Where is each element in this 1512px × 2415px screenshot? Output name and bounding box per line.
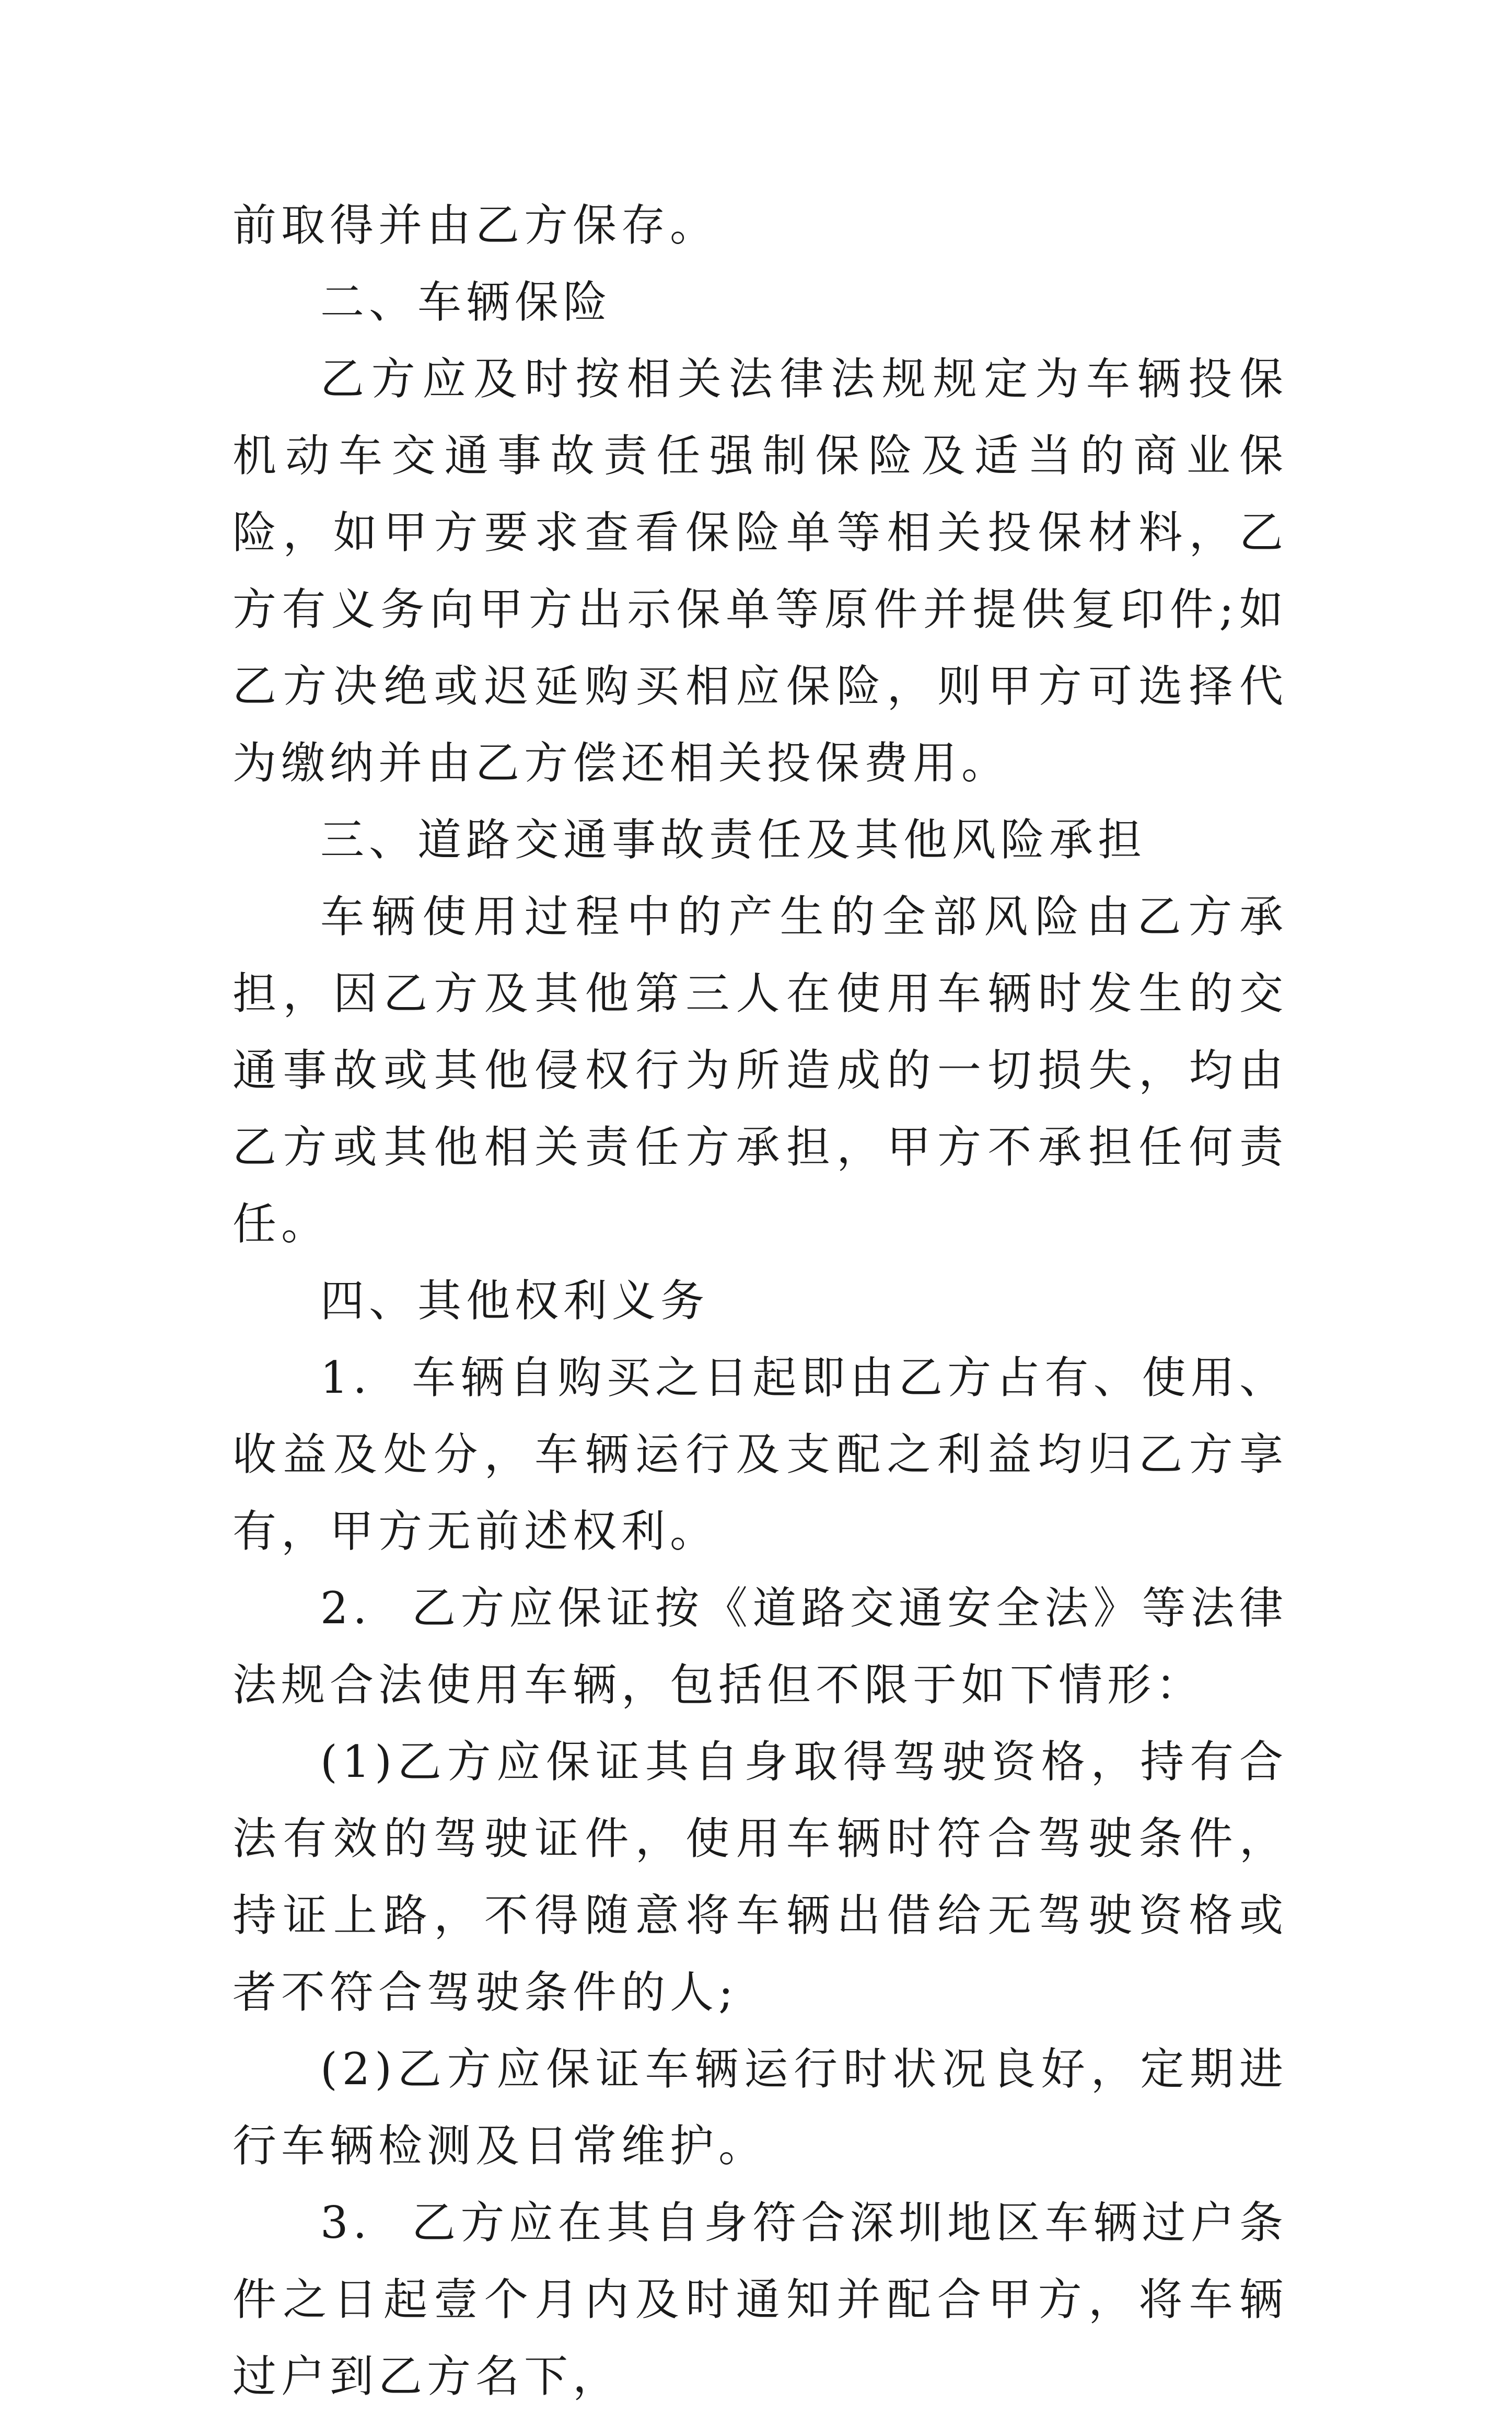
paragraph-continuation: 前取得并由乙方保存。 [232, 200, 719, 251]
section-heading-traffic-liability: 三、道路交通事故责任及其他风险承担 [320, 814, 1147, 865]
list-item-2-text: 乙方应保证按《道路交通安全法》等法律法规合法使用车辆，包括但不限于如下情形： [232, 1582, 1288, 1711]
list-item-3-text: 乙方应在其自身符合深圳地区车辆过户条件之日起壹个月内及时通知并配合甲方，将车辆过户到乙方名下， [232, 2197, 1288, 2402]
list-item-2-number: 2. [320, 1582, 372, 1634]
paragraph-insurance: 乙方应及时按相关法律法规规定为车辆投保机动车交通事故责任强制保险及适当的商业保险，如甲方要求查看保险单等相关投保材料，乙方有义务向甲方出示保单等原件并提供复印件;如乙方决绝或迟延购买相应保险，则甲方可选择代为缴纳并由乙方偿还相关投保费用。 [232, 353, 1288, 789]
list-item-3 [232, 2185, 1288, 2415]
sub-item-2: (2)乙方应保证车辆运行时状况良好，定期进行车辆检测及日常维护。 [232, 2043, 1288, 2171]
section-heading-other-rights: 四、其他权利义务 [320, 1275, 710, 1326]
paragraph-liability: 车辆使用过程中的产生的全部风险由乙方承担，因乙方及其他第三人在使用车辆时发生的交通事故或其他侵权行为所造成的一切损失，均由乙方或其他相关责任方承担，甲方不承担任何责任。 [232, 891, 1288, 1250]
list-item-1 [232, 1339, 1288, 1570]
sub-item-1: (1)乙方应保证其自身取得驾驶资格，持有合法有效的驾驶证件，使用车辆时符合驾驶条件，持证上路，不得随意将车辆出借给无驾驶资格或者不符合驾驶条件的人; [232, 1736, 1288, 2018]
document-body [232, 187, 1288, 2415]
list-item-3-number: 3. [320, 2197, 372, 2248]
section-heading-vehicle-insurance: 二、车辆保险 [320, 276, 612, 328]
list-item-1-text: 车辆自购买之日起即由乙方占有、使用、收益及处分，车辆运行及支配之利益均归乙方享有，甲方无前述权利。 [232, 1352, 1288, 1557]
list-item-1-number: 1. [320, 1352, 372, 1403]
list-item-2 [232, 1570, 1288, 1724]
